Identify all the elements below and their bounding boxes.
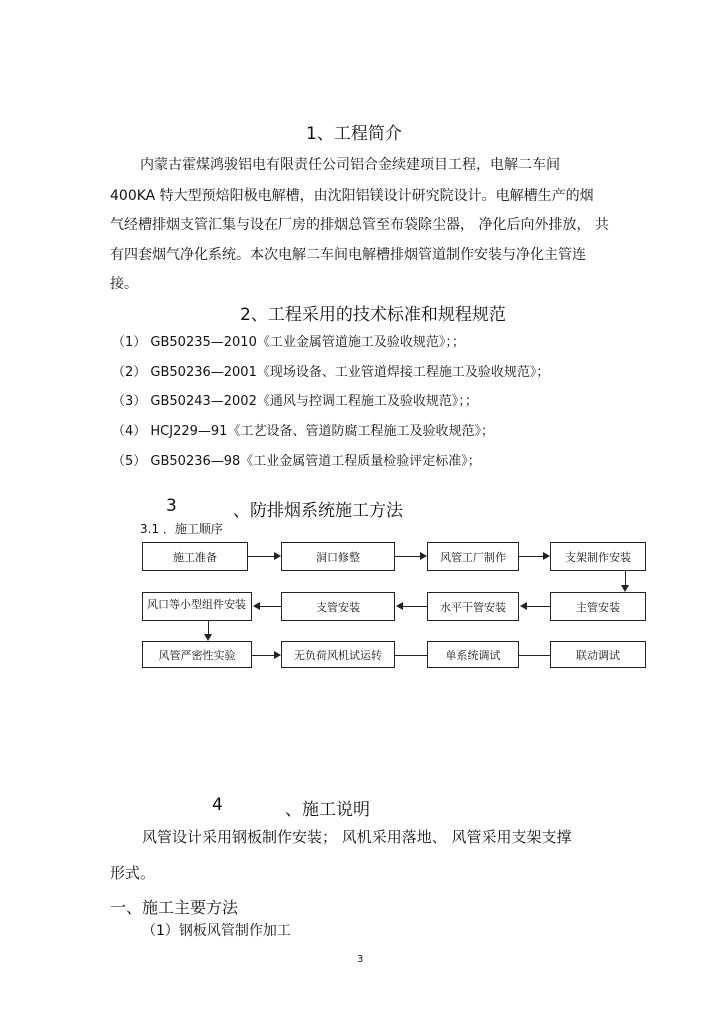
flow-arrow [403, 606, 427, 607]
arrow-right-icon [420, 552, 427, 560]
section1-title: 1、工程简介 [306, 124, 402, 144]
section3-title: 、防排烟系统施工方法 [233, 501, 403, 521]
standard-item-2: （2） GB50236—2001《现场设备、工业管道焊接工程施工及验收规范》； [112, 365, 550, 380]
section2-title: 2、工程采用的技术标准和规程规范 [240, 305, 506, 325]
arrow-right-icon [543, 552, 550, 560]
flow-arrow [395, 556, 420, 557]
flow-step-opening: 洞口修整 [281, 542, 395, 571]
section4-title: 、施工说明 [285, 800, 370, 820]
flow-connector [519, 655, 550, 656]
flow-connector [395, 655, 427, 656]
flow-step-branch: 支管安装 [281, 592, 395, 621]
flow-arrow [260, 606, 281, 607]
section1-line-3: 气经槽排烟支管汇集与设在厂房的排烟总管至布袋除尘器， 净化后向外排放， 共 [110, 217, 609, 233]
section1-line-4: 有四套烟气净化系统。本次电解二车间电解槽排烟管道制作安装与净化主管连 [110, 247, 586, 263]
flow-step-main: 主管安装 [550, 592, 646, 621]
flow-arrow [527, 606, 550, 607]
flow-arrow [625, 571, 626, 585]
flow-arrow [248, 556, 274, 557]
section4-number: 4 [212, 795, 223, 815]
flow-arrow [208, 621, 209, 634]
flow-arrow [252, 655, 274, 656]
section4-line-1: 风管设计采用钢板制作安装； 风机采用落地、 风管采用支架支撑 [142, 828, 572, 846]
section1-line-1: 内蒙古霍煤鸿骏铝电有限责任公司铝合金续建项目工程，电解二车间 [140, 157, 560, 173]
section3-number: 3 [166, 496, 177, 516]
section4-line-2: 形式。 [110, 864, 156, 882]
arrow-down-icon [621, 585, 629, 592]
section5-title: 一、施工主要方法 [110, 898, 239, 917]
flow-step-joint-debug: 联动调试 [550, 641, 646, 668]
section5-item: （1）钢板风管制作加工 [142, 923, 291, 939]
flow-step-horizontal: 水平干管安装 [427, 592, 519, 621]
standard-item-5: （5） GB50236—98《工业金属管道工程质量检验评定标准》； [112, 454, 481, 469]
section3-subtitle: 3.1 ．施工顺序 [140, 522, 223, 536]
standard-item-3: （3） GB50243—2002《通风与控调工程施工及验收规范》；； [112, 394, 478, 409]
flow-step-leak-test: 风管严密性实验 [142, 641, 252, 668]
flow-step-outlet: 风口等小型组件安装 [142, 592, 252, 621]
flow-step-duct-fab: 风管工厂制作 [427, 542, 519, 571]
section1-line-2: 400KA 特大型预焙阳极电解槽，由沈阳铝镁设计研究院设计。电解槽生产的烟 [110, 188, 594, 204]
standard-item-1: （1） GB50235—2010《工业金属管道施工及验收规范》；； [112, 335, 465, 350]
flow-step-single-debug: 单系统调试 [427, 641, 519, 668]
page-number: 3 [357, 954, 364, 965]
flow-step-support: 支架制作安装 [550, 542, 646, 571]
arrow-left-icon [253, 602, 260, 610]
flow-step-fan-run: 无负荷风机试运转 [281, 641, 395, 668]
flow-step-prep: 施工准备 [142, 542, 248, 571]
standard-item-4: （4） HCJ229—91《工艺设备、管道防腐工程施工及验收规范》； [112, 424, 494, 439]
flow-arrow [519, 556, 543, 557]
arrow-down-icon [204, 634, 212, 641]
arrow-left-icon [396, 602, 403, 610]
arrow-right-icon [274, 651, 281, 659]
arrow-left-icon [520, 602, 527, 610]
arrow-right-icon [274, 552, 281, 560]
section1-line-5: 接。 [110, 276, 138, 292]
